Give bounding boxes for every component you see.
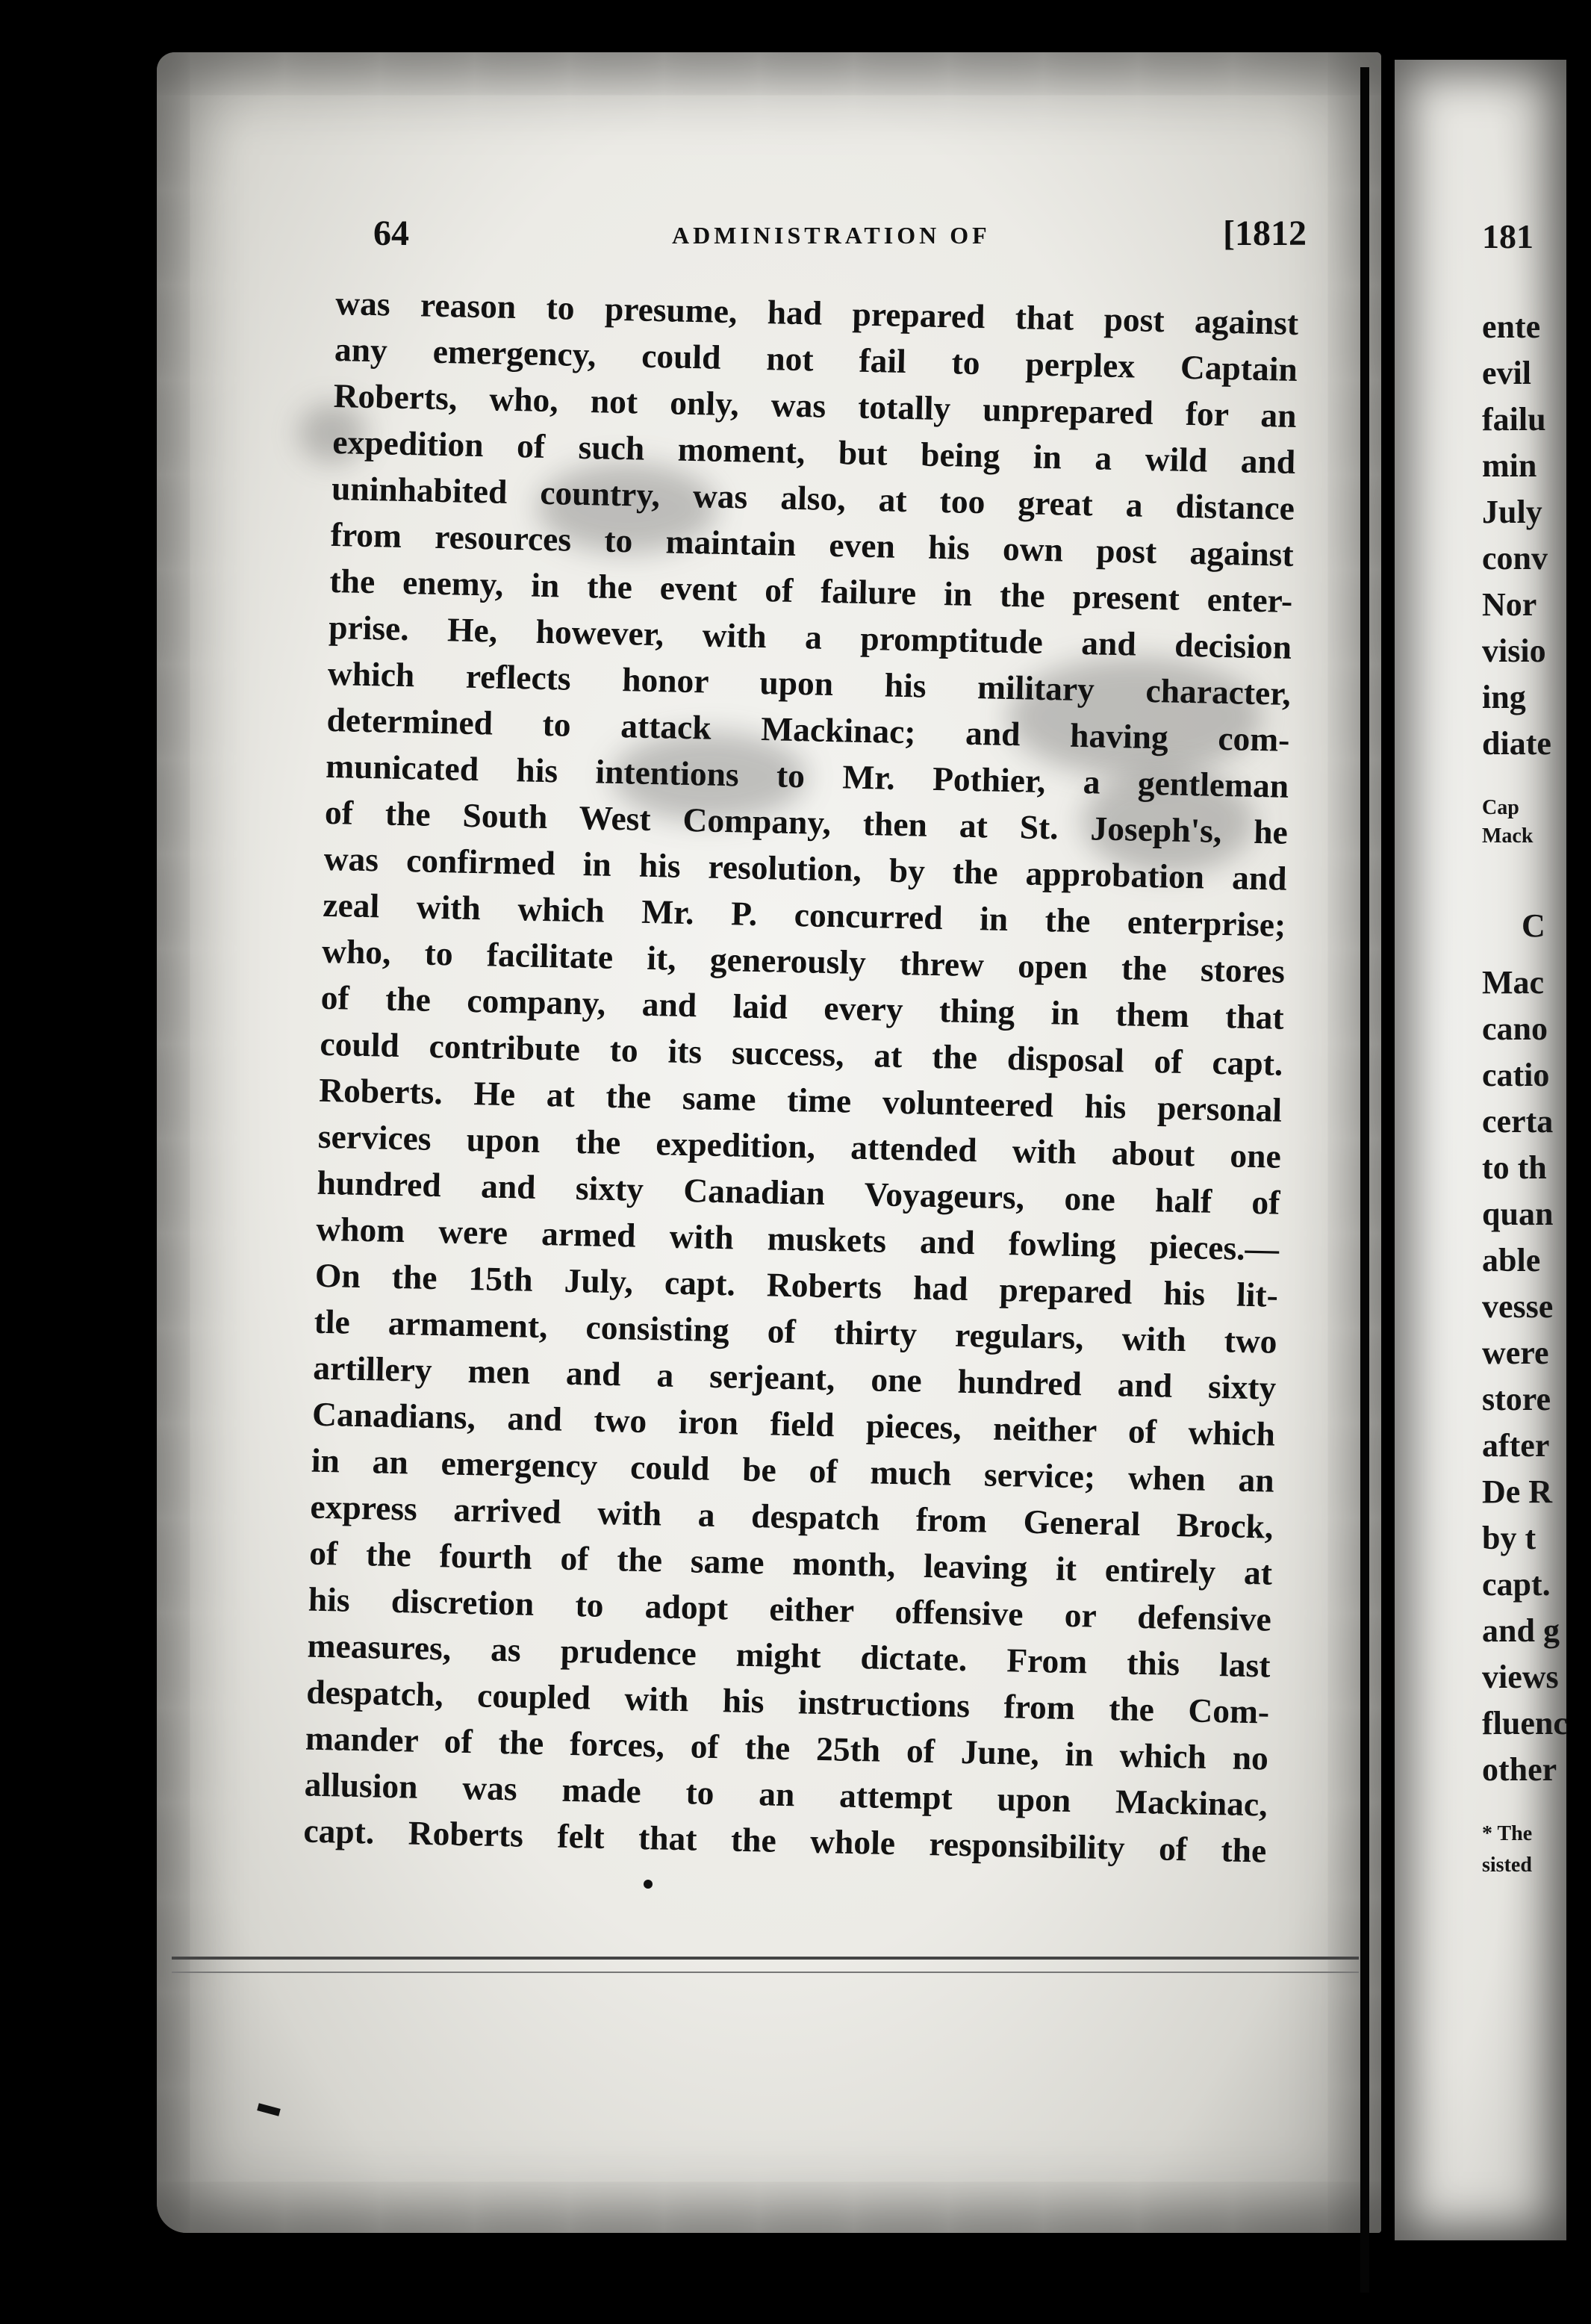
text-line: whom were armed with muskets and fowling pieces.— [315, 1209, 1280, 1268]
text-line: his discretion to adopt either offensive or defensive [308, 1579, 1272, 1638]
text-line: express arrived with a despatch from General Brock, [310, 1487, 1274, 1546]
text-line: Roberts. He at the same time volunteered his personal [318, 1070, 1283, 1129]
facing-page-line: ing [1482, 679, 1526, 715]
text-line: mander of the forces, of the 25th of June, in which no [305, 1718, 1269, 1777]
book-gutter [1360, 67, 1369, 2293]
facing-page-line: vesse [1482, 1288, 1554, 1325]
running-title: ADMINISTRATION OF [672, 222, 991, 249]
text-line: measures, as prudence might dictate. From this last [307, 1626, 1271, 1685]
facing-page-line: capt. [1482, 1566, 1551, 1603]
facing-page-line: after [1482, 1427, 1550, 1464]
text-line: was confirmed in his resolution, by the approbation and [323, 839, 1288, 898]
facing-page-line: Cap [1482, 796, 1519, 819]
text-line: of the South West Company, then at St. Joseph's, he [324, 792, 1289, 851]
text-line: any emergency, could not fail to perplex Captain [334, 329, 1298, 388]
facing-page-line: fluenc [1482, 1705, 1568, 1742]
text-line: of the fourth of the same month, leaving it entirely at [308, 1533, 1273, 1592]
text-line: determined to attack Mackinac; and having com- [326, 700, 1290, 759]
text-line: of the company, and laid every thing in them that [320, 978, 1285, 1037]
facing-page-line: store [1482, 1381, 1551, 1417]
running-year: [1812 [1223, 214, 1307, 253]
text-line: Canadians, and two iron field pieces, neither of which [311, 1394, 1276, 1453]
text-line: expedition of such moment, but being in a wild and [331, 422, 1296, 481]
text-line: hundred and sixty Canadian Voyageurs, one half of [317, 1163, 1280, 1222]
facing-page-line: C [1522, 907, 1545, 944]
text-line: despatch, coupled with his instructions from the Com- [305, 1672, 1270, 1731]
facing-page-line: by t [1482, 1520, 1536, 1556]
facing-page-line: were [1482, 1335, 1549, 1371]
page-rule [172, 1957, 1359, 1960]
text-line: On the 15th July, capt. Roberts had prepared his lit- [314, 1255, 1279, 1314]
page-rule [172, 1972, 1359, 1973]
text-line: prise. He, however, with a promptitude and decision [328, 607, 1292, 666]
facing-page-line: cano [1482, 1010, 1548, 1047]
facing-page-line: sisted [1482, 1854, 1532, 1877]
facing-page-line: to th [1482, 1149, 1547, 1186]
text-line: was reason to presume, had prepared that post against [334, 283, 1299, 343]
text-line: municated his intentions to Mr. Pothier, a gentleman [325, 746, 1289, 805]
text-line: which reflects honor upon his military character, [327, 653, 1292, 712]
facing-page-line: evil [1482, 355, 1531, 391]
text-line: tle armament, consisting of thirty regulars, with two [314, 1302, 1278, 1361]
facing-page-line: conv [1482, 540, 1548, 577]
text-line: zeal with which Mr. P. concurred in the enterprise; [322, 885, 1286, 944]
running-header [373, 213, 1307, 258]
facing-page-line: visio [1482, 633, 1546, 669]
facing-page-line: views [1482, 1659, 1559, 1695]
facing-page-line: De R [1482, 1473, 1553, 1510]
facing-page-line: quan [1482, 1196, 1554, 1232]
facing-page-line: min [1482, 447, 1537, 484]
facing-page-header: 181 [1482, 217, 1534, 255]
text-line: capt. Roberts felt that the whole responsibility of the [302, 1811, 1267, 1870]
body-text [303, 280, 1299, 1874]
facing-page-line: able [1482, 1242, 1541, 1278]
text-line: allusion was made to an attempt upon Mackinac, [304, 1765, 1268, 1824]
text-line: from resources to maintain even his own post against [330, 515, 1295, 574]
facing-page-line: other [1482, 1751, 1557, 1788]
page-number: 64 [373, 214, 409, 253]
text-line: services upon the expedition, attended with about one [317, 1116, 1282, 1175]
text-line: in an emergency could be of much service; when an [311, 1441, 1275, 1500]
text-line: artillery men and a serjeant, one hundred and sixty [312, 1348, 1277, 1407]
ink-dot [644, 1880, 653, 1889]
facing-page-line: diate [1482, 725, 1551, 762]
facing-page-line: certa [1482, 1103, 1554, 1140]
facing-page-line: failu [1482, 401, 1546, 438]
facing-page-line: * The [1482, 1822, 1533, 1845]
facing-page-line: Mac [1482, 964, 1545, 1001]
facing-page-line: catio [1482, 1057, 1550, 1093]
facing-page-line: Nor [1482, 586, 1537, 623]
facing-page-line: July [1482, 494, 1542, 530]
facing-page-line: Mack [1482, 824, 1534, 848]
text-line: who, to facilitate it, generously threw open the stores [321, 931, 1286, 990]
text-line: could contribute to its success, at the disposal of capt. [320, 1024, 1283, 1083]
text-line: the enemy, in the event of failure in the present enter- [329, 561, 1293, 620]
facing-page-line: and g [1482, 1612, 1560, 1649]
facing-page-line: ente [1482, 308, 1541, 345]
text-line: Roberts, who, not only, was totally unprepared for an [333, 376, 1298, 435]
text-line: uninhabited country, was also, at too great a distance [331, 468, 1295, 527]
